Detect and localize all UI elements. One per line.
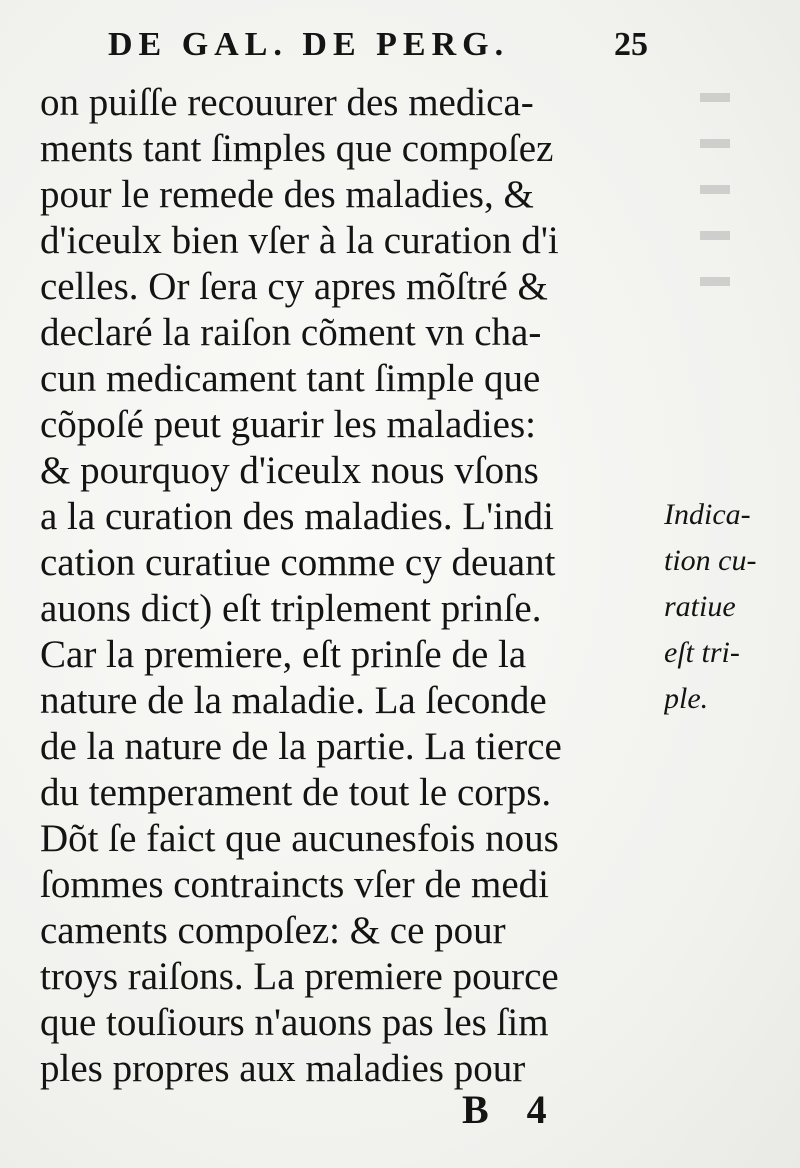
running-title: DE GAL. DE PERG. [108, 26, 510, 63]
show-through-line: ▬ [700, 168, 730, 201]
marginal-note-line: Indica- [664, 498, 751, 531]
show-through-ink [700, 70, 800, 370]
text-line: & pourquoy d'iceulx nous vſons [40, 449, 539, 492]
marginal-note-line: ple. [664, 682, 709, 715]
text-line: Car la premiere, eſt prinſe de la [40, 633, 527, 676]
show-through-line: ▬ [700, 214, 730, 247]
show-through-line: ▬ [700, 260, 730, 293]
text-line: declaré la raiſon cõment vn cha- [40, 311, 542, 354]
text-line: on puiſſe recouurer des medica- [40, 81, 534, 124]
text-line: celles. Or ſera cy apres mõſtré & [40, 265, 548, 308]
text-line: d'iceulx bien vſer à la curation d'i [40, 219, 559, 262]
marginal-note-line: tion cu- [664, 544, 757, 577]
text-line: de la nature de la partie. La tierce [40, 725, 562, 768]
text-line: pour le remede des maladies, & [40, 173, 534, 216]
text-line: cõpoſé peut guarir les maladies: [40, 403, 536, 446]
text-line: troys raiſons. La premiere pource [40, 955, 559, 998]
text-line: que touſiours n'auons pas les ſim [40, 1001, 549, 1044]
marginal-note-line: ratiue [664, 590, 736, 623]
text-line: nature de la maladie. La ſeconde [40, 679, 547, 722]
text-line: du temperament de tout le corps. [40, 771, 552, 814]
marginal-note [664, 492, 800, 722]
text-line: ments tant ſimples que compoſez [40, 127, 554, 170]
text-line: ſommes contraincts vſer de medi [40, 863, 550, 906]
text-line: auons dict) eſt triplement prinſe. [40, 587, 542, 630]
text-line: ples propres aux maladies pour [40, 1047, 526, 1090]
page-number: 25 [614, 26, 648, 63]
show-through-line: ▬ [700, 122, 730, 155]
text-line: cun medicament tant ſimple que [40, 357, 541, 400]
text-line: cation curatiue comme cy deuant [40, 541, 556, 584]
text-line: caments compoſez: & ce pour [40, 909, 506, 952]
body-text [40, 80, 660, 1092]
show-through-line: ▬ [700, 76, 730, 109]
signature-mark: B 4 [462, 1087, 561, 1132]
text-line: a la curation des maladies. L'indi [40, 495, 554, 538]
text-line: Dõt ſe faict que aucunesfois nous [40, 817, 559, 860]
marginal-note-line: eſt tri- [664, 636, 740, 669]
